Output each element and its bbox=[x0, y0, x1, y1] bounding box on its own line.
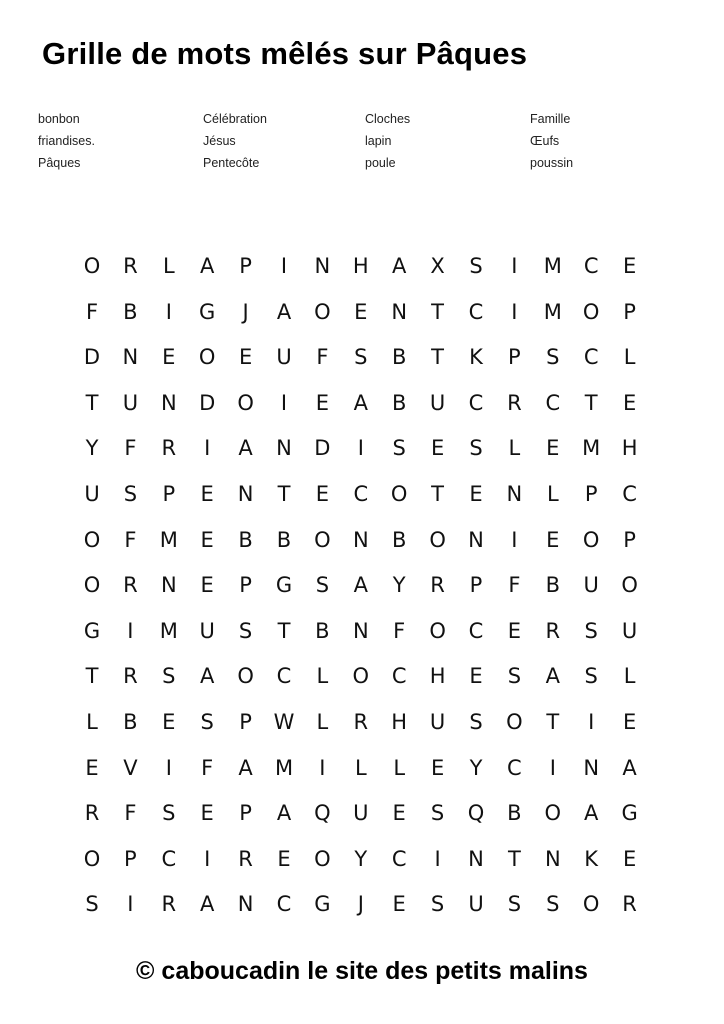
grid-letter: U bbox=[621, 618, 638, 643]
grid-letter: S bbox=[162, 801, 176, 826]
grid-letter: E bbox=[430, 755, 445, 780]
grid-letter: E bbox=[430, 436, 445, 461]
grid-letter: F bbox=[316, 345, 329, 370]
grid-letter: G bbox=[83, 618, 101, 643]
grid-letter: R bbox=[123, 664, 138, 689]
grid-letter: O bbox=[83, 846, 101, 871]
grid-letter: P bbox=[623, 527, 636, 552]
grid-letter: C bbox=[468, 618, 484, 643]
grid-letter: R bbox=[507, 390, 522, 415]
grid-letter: E bbox=[200, 482, 214, 506]
grid-letter: I bbox=[204, 436, 211, 461]
grid-letter: S bbox=[584, 618, 598, 643]
grid-letter: T bbox=[431, 345, 444, 370]
grid-letter: L bbox=[623, 345, 636, 370]
grid-letter: C bbox=[276, 664, 292, 689]
grid-letter: U bbox=[276, 345, 292, 370]
grid-letter: N bbox=[276, 436, 292, 461]
grid-letter: C bbox=[391, 846, 407, 871]
grid-letter: B bbox=[545, 573, 560, 598]
grid-letter: T bbox=[277, 618, 291, 643]
grid-letter: L bbox=[508, 436, 521, 461]
grid-letter: O bbox=[237, 664, 254, 689]
grid-letter: N bbox=[314, 254, 331, 278]
grid-letter: K bbox=[584, 846, 599, 871]
word-cloches: Cloches bbox=[365, 112, 411, 126]
grid-letter: O bbox=[506, 710, 523, 734]
grid-letter: I bbox=[357, 436, 364, 461]
grid-letter: P bbox=[239, 254, 252, 278]
grid-letter: B bbox=[391, 527, 407, 552]
grid-letter: E bbox=[315, 482, 330, 506]
grid-letter: B bbox=[315, 618, 330, 643]
grid-letter: O bbox=[314, 299, 331, 324]
grid-letter: N bbox=[544, 846, 561, 871]
grid-letter: B bbox=[123, 299, 138, 324]
grid-letter: U bbox=[84, 482, 100, 506]
grid-letter: L bbox=[354, 755, 367, 780]
grid-letter: N bbox=[122, 345, 139, 370]
grid-letter: F bbox=[124, 801, 137, 826]
grid-letter: T bbox=[431, 299, 444, 324]
word-pentecote: Pentecôte bbox=[203, 156, 260, 170]
grid-letter: A bbox=[584, 801, 599, 826]
grid-letter: S bbox=[85, 892, 99, 917]
grid-letter: M bbox=[543, 254, 562, 278]
grid-letter: S bbox=[430, 892, 445, 917]
grid-letter: A bbox=[622, 755, 637, 780]
grid-letter: E bbox=[469, 664, 483, 689]
grid-letter: Y bbox=[85, 436, 99, 461]
grid-letter: V bbox=[123, 755, 138, 780]
grid-letter: C bbox=[276, 892, 292, 917]
grid-letter: O bbox=[83, 254, 101, 278]
grid-letter: F bbox=[508, 573, 521, 598]
grid-letter: E bbox=[622, 254, 637, 278]
grid-letter: T bbox=[546, 710, 560, 734]
page-title: Grille de mots mêlés sur Pâques bbox=[42, 36, 528, 71]
word-friandises: friandises. bbox=[38, 134, 95, 148]
grid-letter: T bbox=[85, 664, 99, 689]
grid-letter: I bbox=[165, 755, 172, 780]
grid-letter: S bbox=[546, 892, 560, 917]
grid-letter: F bbox=[124, 527, 137, 552]
grid-letter: M bbox=[159, 527, 178, 552]
grid-letter: R bbox=[123, 254, 138, 278]
grid-letter: W bbox=[273, 710, 295, 734]
grid-letter: P bbox=[584, 482, 598, 506]
grid-letter: O bbox=[83, 527, 101, 552]
grid-letter: S bbox=[507, 664, 522, 689]
grid-letter: E bbox=[622, 846, 637, 871]
grid-letter: E bbox=[546, 527, 560, 552]
grid-letter: L bbox=[316, 664, 329, 689]
grid-letter: I bbox=[434, 846, 441, 871]
grid-letter: C bbox=[353, 482, 369, 506]
grid-letter: A bbox=[353, 573, 368, 598]
grid-letter: S bbox=[507, 892, 522, 917]
grid-letter: I bbox=[511, 254, 518, 278]
grid-letter: A bbox=[200, 664, 215, 689]
grid-letter: R bbox=[161, 436, 177, 461]
grid-letter: N bbox=[237, 892, 254, 917]
grid-letter: H bbox=[352, 254, 369, 278]
grid-letter: O bbox=[352, 664, 370, 689]
grid-letter: O bbox=[237, 390, 254, 415]
grid-letter: I bbox=[127, 618, 134, 643]
grid-letter: I bbox=[280, 254, 288, 278]
grid-letter: F bbox=[393, 618, 406, 643]
grid-letter: N bbox=[506, 482, 523, 506]
grid-letter: U bbox=[429, 710, 446, 734]
word-paques: Pâques bbox=[38, 156, 81, 170]
grid-letter: C bbox=[583, 345, 599, 370]
grid-letter: E bbox=[85, 755, 99, 780]
grid-letter: A bbox=[353, 390, 368, 415]
word-famille: Famille bbox=[530, 112, 571, 126]
grid-letter: E bbox=[162, 345, 176, 370]
grid-letter: E bbox=[200, 527, 214, 552]
grid-letter: P bbox=[469, 573, 483, 598]
grid-letter: S bbox=[392, 436, 406, 461]
grid-letter: C bbox=[468, 390, 484, 415]
grid-letter: O bbox=[429, 527, 446, 552]
grid-letter: B bbox=[276, 527, 292, 552]
grid-letter: R bbox=[238, 846, 253, 871]
grid-letter: A bbox=[545, 664, 560, 689]
grid-letter: P bbox=[124, 846, 137, 871]
grid-letter: O bbox=[582, 299, 600, 324]
grid-letter: I bbox=[511, 299, 518, 324]
grid-letter: K bbox=[469, 345, 483, 370]
grid-letter: T bbox=[85, 390, 99, 415]
grid-letter: O bbox=[429, 618, 446, 643]
grid-letter: O bbox=[390, 482, 408, 506]
grid-letter: R bbox=[353, 710, 369, 734]
grid-letter: U bbox=[468, 892, 484, 917]
grid-letter: E bbox=[354, 299, 368, 324]
grid-letter: L bbox=[86, 710, 98, 734]
grid-letter: S bbox=[546, 345, 560, 370]
grid-letter: B bbox=[238, 527, 253, 552]
grid-letter: P bbox=[162, 482, 176, 506]
grid-letter: B bbox=[391, 390, 407, 415]
grid-letter: S bbox=[584, 664, 598, 689]
grid-letter: L bbox=[546, 482, 559, 506]
grid-letter: N bbox=[583, 755, 600, 780]
grid-letter: O bbox=[582, 527, 600, 552]
grid-letter: C bbox=[545, 390, 561, 415]
grid-letter: O bbox=[621, 573, 638, 598]
grid-letter: N bbox=[391, 299, 408, 324]
grid-letter: F bbox=[85, 299, 99, 324]
grid-letter: R bbox=[161, 892, 177, 917]
grid-letter: E bbox=[507, 618, 522, 643]
word-oeufs: Œufs bbox=[530, 134, 560, 148]
grid-letter: I bbox=[549, 755, 556, 780]
grid-letter: N bbox=[160, 573, 177, 598]
grid-letter: E bbox=[392, 892, 406, 917]
grid-letter: G bbox=[275, 573, 293, 598]
grid-letter: P bbox=[239, 801, 252, 826]
grid-letter: G bbox=[199, 299, 216, 324]
grid-letter: O bbox=[544, 801, 562, 826]
grid-letter: L bbox=[162, 254, 175, 278]
grid-letter: I bbox=[280, 390, 288, 415]
grid-letter: N bbox=[352, 527, 369, 552]
grid-letter: M bbox=[582, 436, 601, 461]
grid-letter: A bbox=[200, 254, 215, 278]
grid-letter: S bbox=[430, 801, 445, 826]
grid-letter: R bbox=[123, 573, 138, 598]
grid-letter: T bbox=[584, 390, 598, 415]
grid-letter: B bbox=[391, 345, 407, 370]
grid-letter: I bbox=[204, 846, 211, 871]
word-celebration: Célébration bbox=[203, 112, 267, 126]
grid-letter: E bbox=[392, 801, 406, 826]
grid-letter: S bbox=[238, 618, 253, 643]
grid-letter: A bbox=[200, 892, 215, 917]
grid-letter: S bbox=[469, 436, 483, 461]
grid-letter: C bbox=[583, 254, 599, 278]
grid-letter: S bbox=[123, 482, 138, 506]
grid-letter: C bbox=[507, 755, 522, 780]
grid-letter: Y bbox=[469, 755, 483, 780]
grid-letter: U bbox=[353, 801, 369, 826]
grid-letter: S bbox=[162, 664, 176, 689]
grid-letter: S bbox=[469, 710, 483, 734]
grid-letter: Q bbox=[314, 801, 331, 826]
grid-letter: O bbox=[314, 846, 331, 871]
grid-letter: J bbox=[242, 299, 249, 324]
grid-letter: I bbox=[511, 527, 518, 552]
grid-letter: E bbox=[200, 573, 214, 598]
grid-letter: M bbox=[159, 618, 178, 643]
grid-letter: N bbox=[352, 618, 369, 643]
grid-letter: R bbox=[545, 618, 561, 643]
grid-letter: R bbox=[84, 801, 100, 826]
grid-letter: L bbox=[393, 755, 406, 780]
grid-letter: E bbox=[622, 390, 637, 415]
grid-letter: P bbox=[239, 710, 252, 734]
grid-letter: G bbox=[314, 892, 331, 917]
grid-letter: M bbox=[543, 299, 562, 324]
grid-letter: F bbox=[124, 436, 137, 461]
grid-letter: L bbox=[623, 664, 636, 689]
grid-letter: U bbox=[199, 618, 215, 643]
grid-letter: E bbox=[469, 482, 483, 506]
grid-letter: F bbox=[201, 755, 214, 780]
grid-letter: D bbox=[314, 436, 331, 461]
grid-letter: D bbox=[199, 390, 216, 415]
grid-letter: U bbox=[429, 390, 446, 415]
grid-letter: C bbox=[468, 299, 484, 324]
grid-letter: A bbox=[276, 299, 292, 324]
grid-letter: U bbox=[122, 390, 139, 415]
grid-letter: E bbox=[315, 390, 330, 415]
grid-letter: T bbox=[507, 846, 521, 871]
grid-letter: R bbox=[622, 892, 637, 917]
grid-letter: O bbox=[582, 892, 600, 917]
grid-letter: E bbox=[546, 436, 560, 461]
grid-letter: E bbox=[162, 710, 176, 734]
grid-letter: I bbox=[127, 892, 134, 917]
grid-letter: P bbox=[508, 345, 521, 370]
grid-letter: I bbox=[319, 755, 326, 780]
word-jesus: Jésus bbox=[203, 134, 236, 148]
grid-letter: O bbox=[314, 527, 331, 552]
grid-letter: Q bbox=[467, 801, 485, 826]
grid-letter: B bbox=[123, 710, 138, 734]
grid-letter: M bbox=[274, 755, 294, 780]
grid-letter: P bbox=[623, 299, 636, 324]
grid-letter: I bbox=[588, 710, 595, 734]
grid-letter: E bbox=[277, 846, 291, 871]
grid-letter: N bbox=[160, 390, 177, 415]
word-poussin: poussin bbox=[530, 156, 574, 170]
grid-letter: N bbox=[468, 527, 484, 552]
grid-letter: E bbox=[622, 710, 637, 734]
grid-letter: E bbox=[200, 801, 214, 826]
grid-letter: H bbox=[391, 710, 408, 734]
grid-letter: H bbox=[621, 436, 638, 461]
word-bonbon: bonbon bbox=[38, 112, 80, 126]
grid-letter: S bbox=[354, 345, 368, 370]
grid-letter: S bbox=[315, 573, 330, 598]
grid-letter: Y bbox=[392, 573, 406, 598]
grid-letter: E bbox=[238, 345, 253, 370]
word-lapin: lapin bbox=[365, 134, 392, 148]
grid-letter: N bbox=[468, 846, 484, 871]
grid-letter: O bbox=[83, 573, 101, 598]
grid-letter: B bbox=[507, 801, 522, 826]
grid-letter: R bbox=[430, 573, 445, 598]
grid-letter: T bbox=[277, 482, 291, 506]
grid-letter: I bbox=[165, 299, 172, 324]
grid-letter: A bbox=[238, 755, 253, 780]
grid-letter: L bbox=[316, 710, 329, 734]
grid-letter: A bbox=[392, 254, 407, 278]
grid-letter: S bbox=[200, 710, 214, 734]
grid-letter: N bbox=[237, 482, 254, 506]
grid-letter: C bbox=[622, 482, 637, 506]
word-poule: poule bbox=[365, 156, 396, 170]
grid-letter: S bbox=[469, 254, 483, 278]
copyright-footer: © caboucadin le site des petits malins bbox=[136, 957, 588, 985]
grid-letter: X bbox=[430, 254, 445, 278]
grid-letter: C bbox=[391, 664, 407, 689]
grid-letter: A bbox=[238, 436, 253, 461]
grid-letter: P bbox=[239, 573, 252, 598]
grid-letter: Y bbox=[354, 846, 368, 871]
grid-letter: C bbox=[161, 846, 177, 871]
grid-letter: A bbox=[276, 801, 292, 826]
grid-letter: U bbox=[583, 573, 599, 598]
grid-letter: D bbox=[83, 345, 101, 370]
grid-letter: T bbox=[431, 482, 444, 506]
grid-letter: G bbox=[621, 801, 638, 826]
grid-letter: O bbox=[198, 345, 216, 370]
grid-letter: H bbox=[429, 664, 446, 689]
grid-letter: J bbox=[357, 892, 364, 917]
